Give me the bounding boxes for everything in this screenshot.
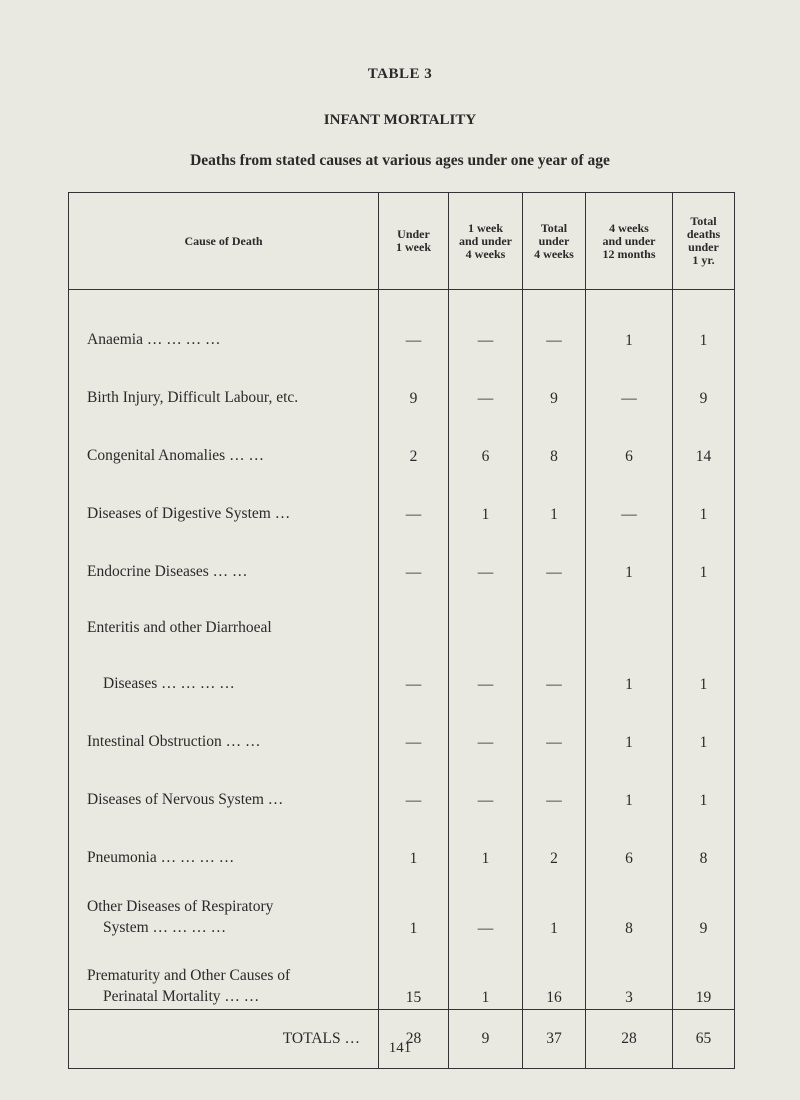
cause-cell — [69, 526, 379, 584]
value-cell: 9 — [673, 870, 735, 940]
value-cell: — — [449, 870, 523, 940]
value-cell: 1 — [673, 290, 735, 352]
value-cell: — — [449, 526, 523, 584]
value-cell: 1 — [586, 640, 673, 696]
value-cell: 9 — [523, 352, 586, 410]
value-cell: 6 — [586, 812, 673, 870]
value-cell: — — [449, 290, 523, 352]
value-cell: 1 — [673, 526, 735, 584]
page-number: 141 — [388, 1040, 412, 1056]
cause-cell — [69, 696, 379, 754]
value-cell: 9 — [673, 352, 735, 410]
cause-cell — [69, 410, 379, 468]
cause-text: Enteritis and other Diarrhoeal — [87, 618, 272, 636]
value-cell — [586, 584, 673, 640]
totals-cell: 28 — [586, 1010, 673, 1069]
value-cell: — — [586, 352, 673, 410]
table-row — [69, 290, 735, 352]
header-1-to-4-weeks: 1 week and under 4 weeks — [449, 193, 523, 290]
table-row — [69, 352, 735, 410]
cause-text: Intestinal Obstruction … … — [87, 732, 261, 750]
value-cell: — — [379, 640, 449, 696]
table-row — [69, 940, 735, 1010]
value-cell: 1 — [523, 870, 586, 940]
value-cell: 8 — [673, 812, 735, 870]
cause-text: Endocrine Diseases … … — [87, 562, 248, 580]
cause-text: Birth Injury, Difficult Labour, etc. — [87, 388, 299, 406]
cause-cell — [69, 290, 379, 352]
table-subtitle: Deaths from stated causes at various ages under one year of age — [190, 152, 610, 169]
value-cell: — — [449, 696, 523, 754]
value-cell: — — [379, 468, 449, 526]
header-row — [69, 193, 735, 290]
value-cell: — — [379, 754, 449, 812]
value-cell: — — [449, 754, 523, 812]
value-cell: 6 — [449, 410, 523, 468]
cause-cell — [69, 640, 379, 696]
header-total-under-4-weeks: Total under 4 weeks — [523, 193, 586, 290]
value-cell: 3 — [586, 940, 673, 1010]
table-row — [69, 584, 735, 640]
table-row — [69, 870, 735, 940]
value-cell: 1 — [673, 468, 735, 526]
cause-cell — [69, 352, 379, 410]
value-cell: — — [449, 640, 523, 696]
value-cell: 1 — [586, 754, 673, 812]
value-cell: 19 — [673, 940, 735, 1010]
value-cell: 15 — [379, 940, 449, 1010]
value-cell: — — [523, 526, 586, 584]
table-row — [69, 812, 735, 870]
header-4-weeks-to-12-months: 4 weeks and under 12 months — [586, 193, 673, 290]
cause-cell — [69, 754, 379, 812]
value-cell: 1 — [523, 468, 586, 526]
value-cell: — — [523, 754, 586, 812]
infant-mortality-table — [68, 192, 735, 1069]
value-cell: — — [379, 290, 449, 352]
totals-label: TOTALS … — [69, 1010, 379, 1069]
totals-cell: 9 — [449, 1010, 523, 1069]
value-cell: — — [586, 468, 673, 526]
value-cell: 1 — [586, 290, 673, 352]
totals-cell: 65 — [673, 1010, 735, 1069]
cause-text: Anaemia … … … … — [87, 330, 221, 348]
value-cell: 1 — [673, 696, 735, 754]
value-cell: 1 — [586, 526, 673, 584]
table-number: TABLE 3 — [367, 66, 433, 82]
value-cell: 1 — [673, 640, 735, 696]
totals-row — [69, 1010, 735, 1069]
table-row — [69, 640, 735, 696]
value-cell: — — [523, 290, 586, 352]
value-cell: 1 — [449, 940, 523, 1010]
cause-text: System … … … … — [103, 918, 227, 936]
value-cell — [523, 584, 586, 640]
value-cell: 14 — [673, 410, 735, 468]
value-cell: 8 — [523, 410, 586, 468]
value-cell: — — [379, 696, 449, 754]
cause-text: Other Diseases of Respiratory — [87, 897, 274, 915]
value-cell — [449, 584, 523, 640]
cause-text: Prematurity and Other Causes of — [87, 967, 291, 984]
value-cell: 1 — [673, 754, 735, 812]
cause-text: Diseases of Digestive System … — [87, 504, 291, 522]
value-cell: 8 — [586, 870, 673, 940]
value-cell: 6 — [586, 410, 673, 468]
value-cell: 9 — [379, 352, 449, 410]
value-cell: — — [523, 696, 586, 754]
cause-cell — [69, 584, 379, 640]
cause-text: Diseases … … … … — [103, 674, 235, 692]
cause-text: Perinatal Mortality … … — [103, 988, 260, 1005]
header-cause-of-death: Cause of Death — [69, 193, 379, 290]
table-row — [69, 526, 735, 584]
cause-cell — [69, 870, 379, 940]
value-cell: 1 — [379, 812, 449, 870]
value-cell: 1 — [379, 870, 449, 940]
table-row — [69, 410, 735, 468]
cause-text: Diseases of Nervous System … — [87, 790, 284, 808]
table-row — [69, 468, 735, 526]
header-total-deaths-under-1-yr: Total deaths under 1 yr. — [673, 193, 735, 290]
value-cell — [379, 584, 449, 640]
cause-cell — [69, 468, 379, 526]
header-under-1-week: Under 1 week — [379, 193, 449, 290]
table-row — [69, 754, 735, 812]
value-cell — [673, 584, 735, 640]
cause-text: Congenital Anomalies … … — [87, 446, 264, 464]
value-cell: — — [379, 526, 449, 584]
table-row — [69, 696, 735, 754]
value-cell: 16 — [523, 940, 586, 1010]
value-cell: 2 — [523, 812, 586, 870]
value-cell: 1 — [449, 812, 523, 870]
cause-text: Pneumonia … … … … — [87, 848, 235, 866]
value-cell: 2 — [379, 410, 449, 468]
totals-cell: 28 — [379, 1010, 449, 1069]
cause-cell — [69, 940, 379, 1010]
cause-cell — [69, 812, 379, 870]
totals-cell: 37 — [523, 1010, 586, 1069]
value-cell: — — [449, 352, 523, 410]
value-cell: 1 — [449, 468, 523, 526]
value-cell: 1 — [586, 696, 673, 754]
value-cell: — — [523, 640, 586, 696]
table-title: INFANT MORTALITY — [323, 112, 477, 128]
